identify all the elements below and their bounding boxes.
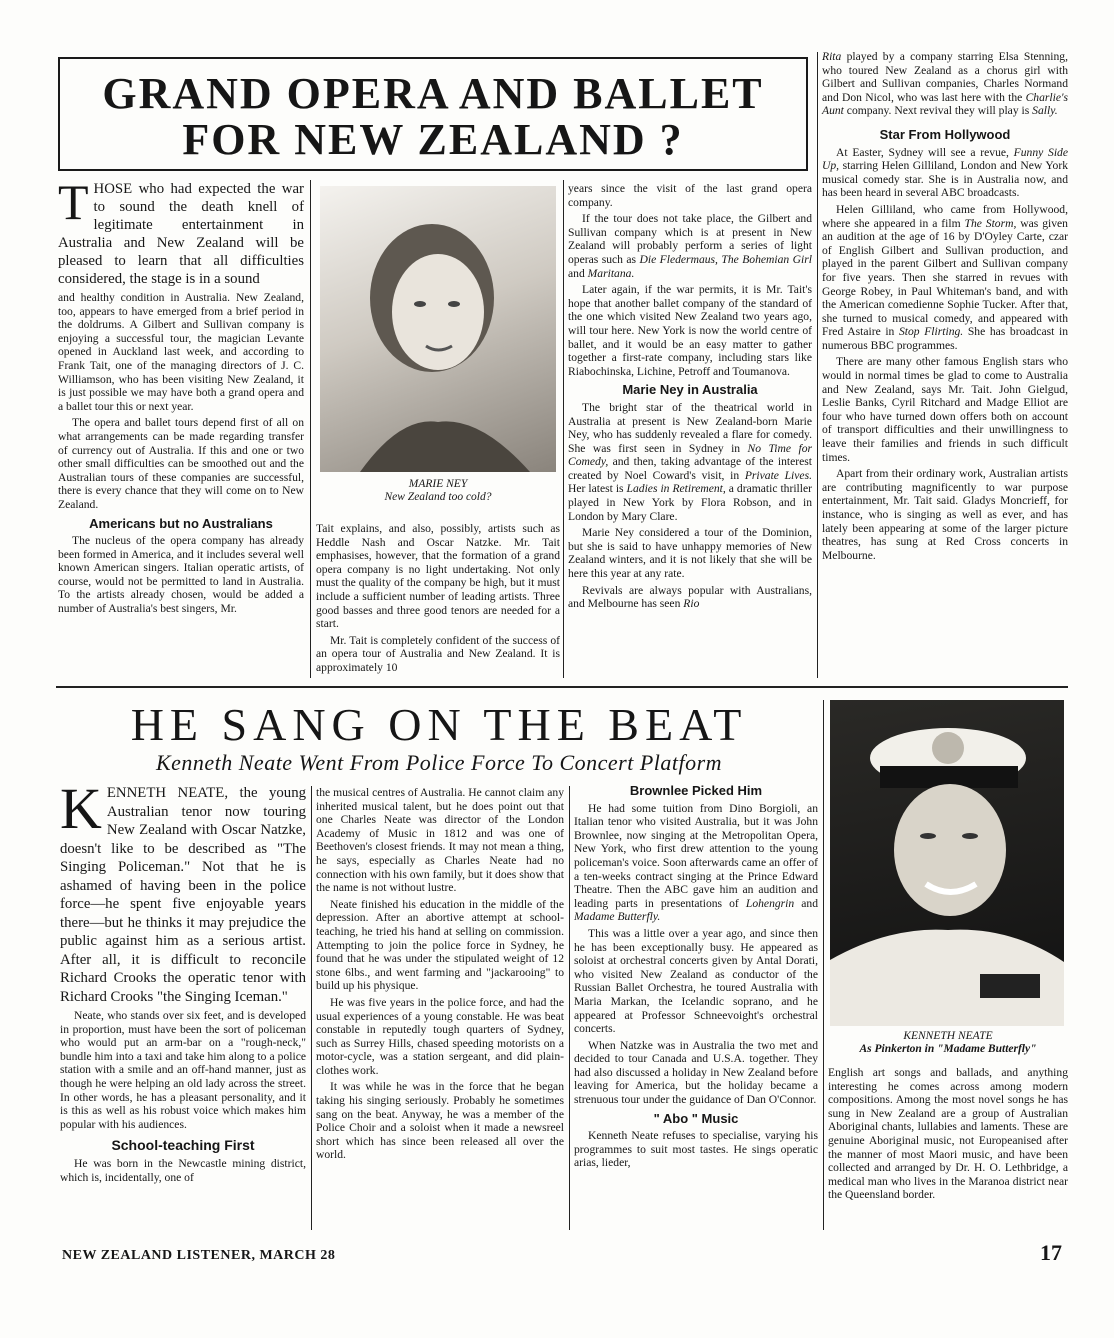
article2-paragraph: English art songs and ballads, and anything interesting he comes across among modern compositions. Among the most novel songs he has sung in New Zealand are a group of Australian Aboriginal chants, lullabies and laments. These are genuine Aboriginal music, not Europeanised after the manner of most Maori music, and have been collected and arranged by Dr. H. O. Lethbridge, a medical man who lives in the Maranoa district near the Queensland border. <box>828 1066 1068 1202</box>
article1-subheading: Americans but no Australians <box>89 515 273 531</box>
article2-paragraph: Neate finished his education in the middle of the depression. After an abortive attempt at school-teaching, he tried his hand at selling on commission. Attempting to join the police force in Sydney, he found that he was under the stipulated weight of 12 stone 6lbs., and went farming and "jackarooing" to build up his physique. <box>316 897 564 993</box>
article2-title: HE SANG ON THE BEAT <box>130 699 748 750</box>
text-run: The bright star of the theatrical world in Australia at present is New Zealand-born Marie Ney, who has suddenly revealed a flare for comedy. She was first seen in Sydney in <box>568 400 812 455</box>
article1-column-3 <box>568 182 812 614</box>
text-run: If the tour does not take place, the Gilbert and Sullivan company which is at present in New Zealand will probably perform a series of light operas such as <box>568 212 812 266</box>
italic-run: Stop Flirting. <box>898 325 964 339</box>
kenneth-neate-caption <box>828 1030 1068 1056</box>
article2-paragraph: Neate, who stands over six feet, and is developed in proportion, must have been the sort of policeman who would put an arm-bar on a "rough-neck," bundle him into a taxi and take him along to a police station with a smile and an off-hand manner, just as though he were helping an old lady across the street. In other words, he has a pleasant personality, and it is this as well as his robust voice which makes him popular with his audiences. <box>60 1009 306 1131</box>
article1-paragraph: Tait explains, and also, possibly, artists such as Heddle Nash and Oscar Natzke. Mr. Tait emphasises, however, that the formation of a grand opera company is no light undertaking. Not only must the quality of the company be high, but it must include a sufficient number of leading artists. Three good basses and three good tenors are needed for a start. <box>316 522 560 631</box>
kenneth-neate-photo <box>830 700 1064 1026</box>
italic-run: Charlie's Aunt <box>822 90 1068 118</box>
article2-column-1 <box>60 776 306 1187</box>
article2-lead: ENNETH NEATE, the young Australian tenor now touring New Zealand with Oscar Natzke, doesn't like to be described as "The Singing Policeman." Not that he is ashamed of having been in the police force—he spent five enjoyable years there—but he thinks it may prejudice the public against him as a serious artist. After all, it is difficult to reconcile Richard Crooks the operatic tenor with Richard Crooks "the Singing Iceman." <box>60 785 306 1005</box>
article1-paragraph <box>568 584 812 611</box>
article1-column-4 <box>822 50 1068 565</box>
article1-paragraph: Marie Ney considered a tour of the Dominion, but she is said to have unhappy memories of New Zealand winters, and it is not likely that she will be here this year at any rate. <box>568 526 812 581</box>
text-run: She has broadcast in numerous BBC programmes. <box>822 325 1068 352</box>
italic-run: Maritana. <box>587 266 635 280</box>
text-run: a dramatic thriller played in New York by Flora Robson, and in London by Mary Clare. <box>568 482 813 523</box>
article2-paragraph: When Natzke was in Australia the two met and decided to tour Canada and U.S.A. together. They had also discussed a holiday in New Zealand before leaving for America, but the holiday became a strenuous tour under the guidance of Dan O'Connor. <box>574 1038 818 1107</box>
article1-paragraph: The nucleus of the opera company has already been formed in America, and it includes several well known American singers. Italian operatic artists, of course, would not be permitted to land in Australia. To the artists already chosen, would be added a number of Australia's best singers, Mr. <box>58 534 304 616</box>
article1-paragraph: years since the visit of the last grand opera company. <box>568 182 812 209</box>
column-rule <box>817 52 818 678</box>
column-rule <box>569 786 570 1230</box>
article1-column-1 <box>58 174 304 619</box>
article1-title-line2: FOR NEW ZEALAND ? <box>182 115 684 164</box>
caption-note: New Zealand too cold? <box>384 491 492 503</box>
italic-run: Rio <box>683 597 700 611</box>
article2-column-4 <box>828 1066 1068 1205</box>
caption-name: KENNETH NEATE <box>903 1030 993 1042</box>
drop-cap: T <box>58 174 89 230</box>
article2-paragraph: He was born in the Newcastle mining district, which is, incidentally, one of <box>60 1156 306 1184</box>
text-run: and <box>794 896 818 910</box>
italic-run: Private Lives. <box>744 468 812 482</box>
article2-paragraph: He was five years in the police force, and had the usual experiences of a young constable. He was beat constable in reputedly tough quarters of Sydney, such as Surrey Hills, chased speeding motorists on a motor-cycle, was a station sergeant, and did plain-clothes work. <box>316 995 564 1077</box>
article1-paragraph: Later again, if the war permits, it is Mr. Tait's hope that another ballet company of the standard of the one which visited New Zealand two years ago, will tour here. New York is now the world centre of ballet, and it would be an easy matter to gather together a first-rate company, including stars like Riabochinska, Lichine, Petroff and Toumanova. <box>568 283 812 378</box>
article1-paragraph: There are many other famous English stars who would in normal times be glad to come to Australia and New Zealand, says Mr. Tait. John Gielgud, Leslie Banks, Cyril Ritchard and Madge Elliot are four who have turned down offers both on account of transport difficulties and their unwillingness to leave their families and friends in such difficult times. <box>822 355 1068 464</box>
article2-subheading: Brownlee Picked Him <box>629 783 763 798</box>
italic-run: Ladies in Retirement, <box>626 482 726 496</box>
text-run: and <box>568 266 588 280</box>
column-rule <box>311 786 312 1230</box>
italic-run: Lohengrin <box>745 896 795 910</box>
article2-subtitle: Kenneth Neate Went From Police Force To Concert Platform <box>155 750 723 775</box>
article1-title-line1: GRAND OPERA AND BALLET <box>102 69 764 118</box>
italic-run: Funny Side Up, <box>822 145 1069 173</box>
article2-paragraph: It was while he was in the force that he began taking his singing seriously. Probably he sometimes sang on the beat. Anyway, he was a member of the Police Choir and a soloist when it made a newsreel short which has since been released all over the world. <box>316 1080 564 1162</box>
page-number: 17 <box>1040 1240 1062 1265</box>
article2-paragraph: the musical centres of Australia. He cannot claim any inherited musical talent, but he does point out that one Charles Neate was director of the London Academy of Music in 1812 and was one of Beethoven's closest friends. It may not mean a thing, he says, especially as Charles Neate had no connection with his own family, but it does show that the name is not without lustre. <box>316 786 564 895</box>
article1-subheading: Marie Ney in Australia <box>622 382 758 398</box>
text-run: At Easter, Sydney will see a revue, <box>836 145 1014 159</box>
article1-paragraph <box>568 212 812 280</box>
italic-run: Madame Butterfly. <box>574 910 661 924</box>
article2-column-2 <box>316 786 564 1165</box>
article1-paragraph: and healthy condition in Australia. New Zealand, too, appears to have emerged from a brief period in the doldrums. A Gilbert and Sullivan company is enjoying a successful tour, the magician Levante opened in Auckland last week, and according to Frank Tait, one of the managing directors of J. C. Williamson, who has been visiting New Zealand, it is just possible we may have both a grand opera and a ballet tour this or next year. <box>58 291 304 413</box>
article2-paragraph: This was a little over a year ago, and since then he has been exceptionally busy. He appeared as soloist at orchestral concerts given by Antal Dorati, who visited New Zealand as conductor of the Russian Ballet Orchestra, he toured Australia with Maria Markan, the Icelandic soprano, and he appeared at Professor Schneevoight's orchestral concerts. <box>574 926 818 1036</box>
article1-subheading: Star From Hollywood <box>879 126 1011 142</box>
text-run: was given an audition at the age of 16 by D'Oyley Carte, czar of English Gilbert and Sullivan production, and played in the parent Gilbert and Sullivan company for five years. Then she starred in revues with George Robey, in Paul Whiteman's band, and with the American comedienne Sophie Tucker. After that, she turned to musical comedy, and appeared with Fred Astaire in <box>822 216 1068 339</box>
caption-note: As Pinkerton in "Madame Butterfly" <box>859 1043 1037 1055</box>
text-run: Her latest is <box>568 482 627 496</box>
caption-name: MARIE NEY <box>408 478 468 490</box>
text-run: Revivals are always popular with Australians, and Melbourne has seen <box>568 583 812 611</box>
text-run: company. Next revival they will play is <box>843 104 1033 118</box>
italic-run: Die Fledermaus, The Bohemian Girl <box>639 252 812 266</box>
italic-run: The Storm, <box>964 216 1017 230</box>
italic-run: No Time for Comedy, <box>568 441 812 469</box>
text-run: starring Helen Gilliland, London and New York musical comedy star. She is in Australia now, and has been heard in several ABC broadcasts. <box>822 159 1068 200</box>
article1-headline-box <box>58 57 808 171</box>
article1-paragraph: Mr. Tait is completely confident of the success of an opera tour of Australia and New Zealand. It is approximately 10 <box>316 633 560 674</box>
article2-paragraph: Kenneth Neate refuses to specialise, varying his programmes to suit most tastes. He sings operatic arias, lieder, <box>574 1129 818 1170</box>
article1-paragraph: The opera and ballet tours depend first of all on what arrangements can be made regarding transfer of currency out of Australia. If this and one or two other small difficulties can be smoothed out and the Australian tours of these companies are successful, there is every chance that they will come on to New Zealand. <box>58 416 304 511</box>
column-rule <box>563 180 564 678</box>
article1-paragraph: Apart from their ordinary work, Australian artists are contributing magnificently to war purpose entertainment, Mr. Tait said. Gladys Moncrieff, for instance, who is singing as well as ever, and has lately been appearing at some of the larger picture theatres, has sung at Red Cross concerts in Melbourne. <box>822 467 1068 562</box>
text-run: and then, taking advantage of the interest created by Noel Coward's visit, in <box>568 455 812 482</box>
marie-ney-caption <box>320 478 556 504</box>
article2-column-3 <box>574 782 818 1173</box>
column-rule <box>310 180 311 678</box>
drop-cap: K <box>60 776 102 841</box>
marie-ney-photo <box>320 186 556 472</box>
column-rule <box>823 700 824 1230</box>
article1-paragraph <box>568 401 812 523</box>
section-divider <box>56 686 1068 688</box>
article1-column-2 <box>316 522 560 678</box>
text-run: He had some tuition from Dino Borgioli, an Italian tenor who visited Australia, but it was John Brownlee, now singing at the Metropolitan Opera, New York, who first drew attention to the young policeman's voice. Soon afterwards came an offer of a ten-weeks contract singing at the Prince Edward Theatre. Then the ABC gave him an audition and leading parts in presentations of <box>574 801 818 910</box>
article1-lead: HOSE who had expected the war to sound the death knell of legitimate entertainment in Australia and New Zealand will be pleased to learn that all difficulties considered, the stage is in a sound <box>58 181 304 287</box>
text-run: Helen Gilliland, who came from Hollywood, where she appeared in a film <box>822 202 1068 230</box>
italic-run: Rita <box>822 50 842 63</box>
page-footer: NEW ZEALAND LISTENER, MARCH 28 <box>62 1248 336 1263</box>
italic-run: Sally. <box>1032 104 1058 118</box>
article2-subheading: School-teaching First <box>111 1137 255 1154</box>
text-run: played by a company starring Elsa Stenning, who toured New Zealand as a chorus girl with Gilbert and Sullivan companies, Charles Normand and Don Nicol, who was last here with the <box>822 50 1068 104</box>
article2-subheading: " Abo " Music <box>653 1110 739 1126</box>
